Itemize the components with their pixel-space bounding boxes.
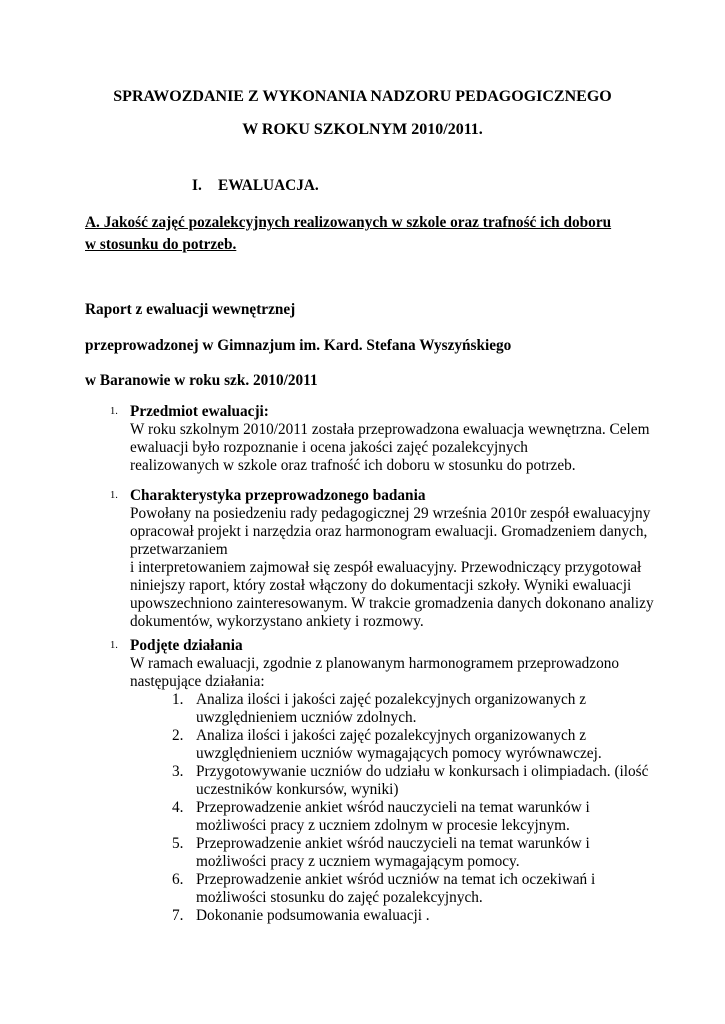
list-item-text: Przeprowadzenie ankiet wśród nauczycieli na temat warunków i xyxy=(196,835,590,852)
list-item-number: 2. xyxy=(172,727,184,744)
list-item-text: możliwości stosunku do zajęć pozalekcyjnych. xyxy=(196,889,483,906)
paragraph-line: opracował projekt i narzędzia oraz harmonogram ewaluacji. Gromadzeniem danych, xyxy=(130,523,648,540)
section-heading: Przedmiot ewaluacji: xyxy=(130,403,269,420)
list-item-number: 3. xyxy=(172,763,184,780)
list-item-text: uwzględnieniem uczniów wymagających pomocy wyrównawczej. xyxy=(196,745,602,762)
paragraph-line: niniejszy raport, który został włączony do dokumentacji szkoły. Wyniki ewaluacji xyxy=(130,577,632,594)
list-item-text: uczestników konkursów, wyniki) xyxy=(196,781,399,798)
list-item-number: 5. xyxy=(172,835,184,852)
subsection-a-line1: A. Jakość zajęć pozalekcyjnych realizowanych w szkole oraz trafność ich doboru xyxy=(85,214,612,231)
paragraph-line: Powołany na posiedzeniu rady pedagogicznej 29 września 2010r zespół ewaluacyjny xyxy=(130,505,651,522)
list-item-text: Analiza ilości i jakości zajęć pozalekcyjnych organizowanych z xyxy=(196,727,587,744)
list-item-number: 1. xyxy=(172,691,184,708)
section-subject xyxy=(130,403,649,475)
paragraph-line: upowszechniono zainteresowanym. W trakcie gromadzenia danych dokonano analizy xyxy=(130,595,654,612)
section-heading: Podjęte działania xyxy=(130,637,243,654)
list-item-text: możliwości pracy z uczniem wymagającym pomocy. xyxy=(196,853,520,870)
list-marker: 1. xyxy=(110,640,118,651)
paragraph-line: realizowanych w szkole oraz trafność ich doboru w stosunku do potrzeb. xyxy=(130,457,576,474)
subsection-a-line2: w stosunku do potrzeb. xyxy=(85,236,237,253)
list-item-text: Przygotowywanie uczniów do udziału w konkursach i olimpiadach. (ilość xyxy=(196,763,649,780)
report-heading-line2: przeprowadzonej w Gimnazjum im. Kard. Stefana Wyszyńskiego xyxy=(85,337,512,354)
list-item-text: Przeprowadzenie ankiet wśród uczniów na temat ich oczekiwań i xyxy=(196,871,596,888)
paragraph-line: W ramach ewaluacji, zgodnie z planowanym harmonogramem przeprowadzono xyxy=(130,655,620,672)
section-heading: Charakterystyka przeprowadzonego badania xyxy=(130,487,426,504)
paragraph-line: następujące działania: xyxy=(130,673,265,690)
list-marker: 1. xyxy=(110,490,118,501)
list-item-number: 6. xyxy=(172,871,184,888)
list-item-number: 4. xyxy=(172,799,184,816)
list-item-text: uwzględnieniem uczniów zdolnych. xyxy=(196,709,417,726)
paragraph-line: W roku szkolnym 2010/2011 została przeprowadzona ewaluacja wewnętrzna. Celem xyxy=(130,421,650,438)
list-item-number: 7. xyxy=(172,907,184,924)
list-item-text: Dokonanie podsumowania ewaluacji . xyxy=(196,907,430,924)
section-label: EWALUACJA. xyxy=(218,177,319,194)
report-heading-line3: w Baranowie w roku szk. 2010/2011 xyxy=(85,372,318,389)
paragraph-line: ewaluacji było rozpoznanie i ocena jakości zajęć pozalekcyjnych xyxy=(130,439,528,456)
list-marker: 1. xyxy=(110,406,118,417)
list-item-text: możliwości pracy z uczniem zdolnym w procesie lekcyjnym. xyxy=(196,817,570,834)
paragraph-line: przetwarzaniem xyxy=(130,541,228,558)
paragraph-line: i interpretowaniem zajmował się zespół ewaluacyjny. Przewodniczący przygotował xyxy=(130,559,642,576)
list-item-text: Analiza ilości i jakości zajęć pozalekcyjnych organizowanych z xyxy=(196,691,587,708)
section-characteristics xyxy=(130,487,654,631)
report-heading-line1: Raport z ewaluacji wewnętrznej xyxy=(85,301,296,318)
paragraph-line: dokumentów, wykorzystano ankiety i rozmowy. xyxy=(130,613,424,630)
document-title-line2: W ROKU SZKOLNYM 2010/2011. xyxy=(242,121,483,138)
section-actions xyxy=(130,637,619,691)
document-title-line1: SPRAWOZDANIE Z WYKONANIA NADZORU PEDAGOGICZNEGO xyxy=(113,88,612,105)
list-item-text: Przeprowadzenie ankiet wśród nauczycieli na temat warunków i xyxy=(196,799,590,816)
section-number: I. xyxy=(192,177,202,194)
